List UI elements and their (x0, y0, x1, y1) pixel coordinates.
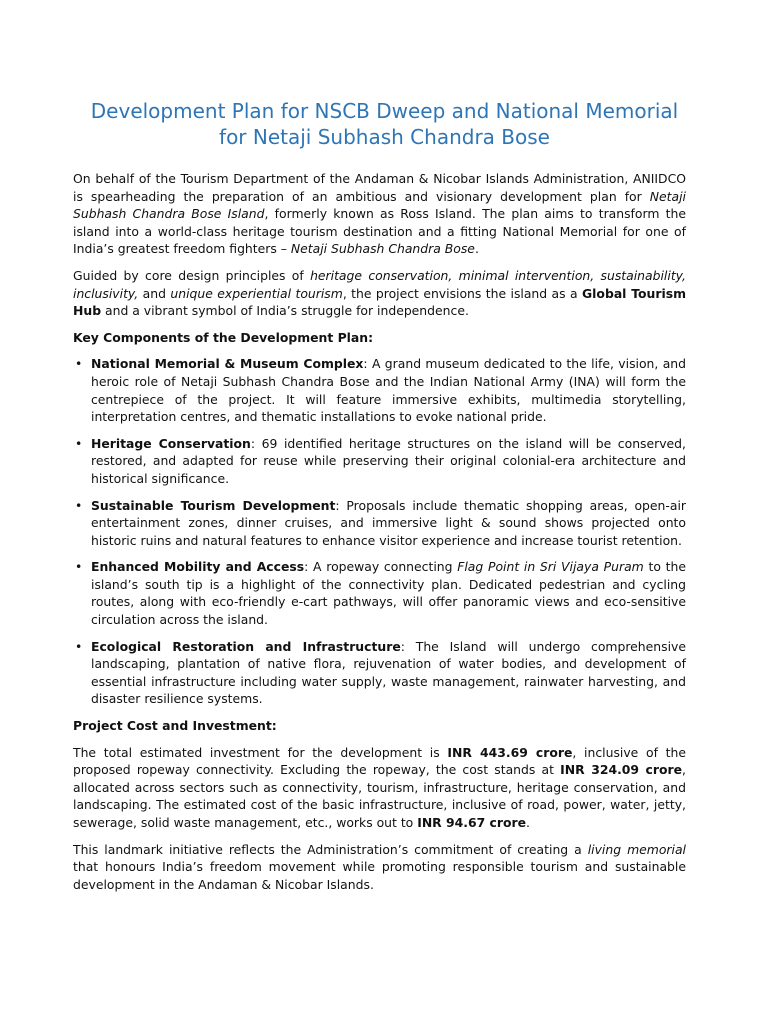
closing-text-1: This landmark initiative reflects the Administration’s commitment of creating a (73, 841, 588, 857)
principles-italic-2: unique experiential tourism (170, 285, 343, 301)
principles-text-4: and a vibrant symbol of India’s struggle for independence. (101, 303, 469, 319)
principles-paragraph (73, 267, 686, 320)
list-item (73, 558, 686, 628)
list-item (73, 435, 686, 488)
component-text: to the island’s south tip is a highlight of the connectivity plan. Dedicated pedestrian and cycling routes, along with eco-friendly e-cart pathways, will offer panoramic views and eco-sensitive circulation across the island. (91, 559, 686, 628)
closing-italic: living memorial (587, 841, 686, 857)
list-item (73, 355, 686, 425)
component-label: Sustainable Tourism Development (91, 497, 336, 513)
component-label: Heritage Conservation (91, 435, 251, 451)
closing-text-2: that honours India’s freedom movement while promoting responsible tourism and sustainable development in the Andaman & Nicobar Islands. (73, 859, 686, 892)
bullet-icon: • (75, 559, 83, 575)
intro-text-1: On behalf of the Tourism Department of the Andaman & Nicobar Islands Administration, ANIIDCO is spearheading the preparation of an ambitious and visionary development plan for (73, 171, 686, 204)
intro-island-name: Netaji Subhash Chandra Bose Island (73, 188, 686, 222)
closing-paragraph (73, 841, 686, 894)
cost-text-2: , inclusive of the proposed ropeway connectivity. Excluding the ropeway, the cost stands at (73, 744, 686, 778)
intro-text-2: , formerly known as Ross Island. The plan aims to transform the island into a world-class heritage tourism destination and a fitting National Memorial for one of India’s greatest freedom fighters – (73, 206, 686, 257)
intro-paragraph (73, 170, 686, 258)
component-italic: Flag Point in Sri Vijaya Puram (457, 559, 644, 575)
component-label: Ecological Restoration and Infrastructure (91, 638, 401, 654)
intro-netaji-name: Netaji Subhash Chandra Bose (290, 241, 475, 257)
key-components-heading: Key Components of the Development Plan: (73, 329, 374, 345)
intro-text-3: . (474, 241, 479, 257)
principles-text-2: and (138, 285, 171, 301)
component-label: National Memorial & Museum Complex (91, 356, 364, 372)
cost-text-1: The total estimated investment for the development is (73, 744, 448, 760)
principles-text-1: Guided by core design principles of (73, 267, 311, 283)
principles-text-3: , the project envisions the island as a (342, 285, 583, 301)
component-text: : A grand museum dedicated to the life, vision, and heroic role of Netaji Subhash Chandra Bose and the Indian National Army (INA) will form the centrepiece of the project. It will feature immersive exhibits, multimedia storytelling, interpretation centres, and thematic installations to evoke national pride. (91, 356, 687, 425)
cost-text-3: , allocated across sectors such as connectivity, tourism, infrastructure, heritage conservation, and landscaping. The estimated cost of the basic infrastructure, inclusive of road, power, water, jetty, sewerage, solid waste management, etc., works out to (73, 762, 686, 830)
list-item (73, 497, 686, 550)
cost-heading: Project Cost and Investment: (73, 718, 277, 734)
component-text: : Proposals include thematic shopping areas, open-air entertainment zones, dinner cruises, and immersive light & sound shows projected onto historic ruins and natural features to enhance visitor experience and increase tourist retention. (91, 497, 686, 548)
components-list (73, 355, 686, 708)
principles-italic-1: heritage conservation, minimal intervention, sustainability, inclusivity, (73, 267, 686, 301)
cost-paragraph (73, 744, 686, 832)
list-item (73, 638, 686, 708)
component-text: : 69 identified heritage structures on the island will be conserved, restored, and adapted for reuse while preserving their original colonial-era architecture and historical significance. (91, 435, 686, 486)
component-text: : The Island will undergo comprehensive landscaping, plantation of native flora, rejuvenation of water bodies, and development of essential infrastructure including water supply, waste management, rainwater harvesting, and disaster resilience systems. (91, 638, 686, 707)
bullet-icon: • (75, 638, 83, 654)
cost-excluding-ropeway: INR 324.09 crore (560, 762, 683, 778)
bullet-icon: • (75, 356, 83, 372)
cost-basic-infrastructure: INR 94.67 crore (417, 815, 527, 830)
bullet-icon: • (75, 497, 83, 513)
bullet-icon: • (75, 435, 83, 451)
component-text: : A ropeway connecting (304, 559, 458, 575)
document-title: Development Plan for NSCB Dweep and National Memorial for Netaji Subhash Chandra Bose (90, 99, 679, 149)
principles-bold-hub: Global Tourism Hub (73, 285, 686, 319)
cost-total: INR 443.69 crore (447, 744, 573, 760)
cost-text-4: . (526, 815, 530, 830)
component-label: Enhanced Mobility and Access (91, 559, 305, 575)
